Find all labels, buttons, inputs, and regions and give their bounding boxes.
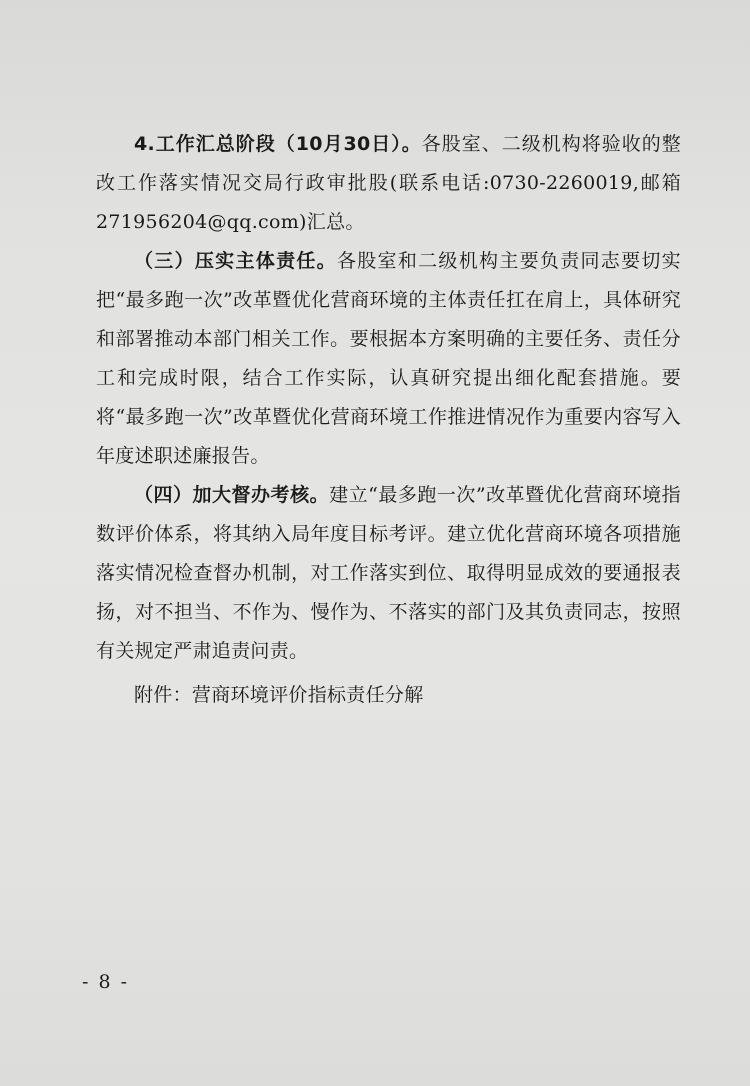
- paragraph-body: 各股室和二级机构主要负责同志要切实把“最多跑一次”改革暨优化营商环境的主体责任扛在肩上，具体研究和部署推动本部门相关工作。要根据本方案明确的主要任务、责任分工和完成时限，结合工作实际，认真研究提出细化配套措施。要将“最多跑一次”改革暨优化营商环境工作推进情况作为重要内容写入年度述职述廉报告。: [96, 250, 681, 467]
- paragraph-heading: （三）压实主体责任。: [134, 250, 337, 272]
- body-text: [96, 125, 681, 671]
- paragraph-heading: （四）加大督办考核。: [134, 484, 330, 506]
- paragraph-body: 建立“最多跑一次”改革暨优化营商环境指数评价体系，将其纳入局年度目标考评。建立优化营商环境各项措施落实情况检查督办机制，对工作落实到位、取得明显成效的要通报表扬，对不担当、不作为、慢作为、不落实的部门及其负责同志，按照有关规定严肃追责问责。: [96, 484, 681, 662]
- attachment-line: 附件：营商环境评价指标责任分解: [134, 684, 424, 706]
- paragraph-main-responsibility: [96, 242, 681, 476]
- paragraph-summary-stage: [96, 125, 681, 242]
- paragraph-body: 各股室、二级机构将验收的整改工作落实情况交局行政审批股(联系电话:0730-2260019,邮箱271956204@qq.com)汇总。: [96, 133, 682, 233]
- paragraph-heading: 4.工作汇总阶段（10月30日）。: [134, 133, 422, 155]
- page-number: - 8 -: [82, 971, 130, 993]
- paragraph-supervision: [96, 476, 681, 671]
